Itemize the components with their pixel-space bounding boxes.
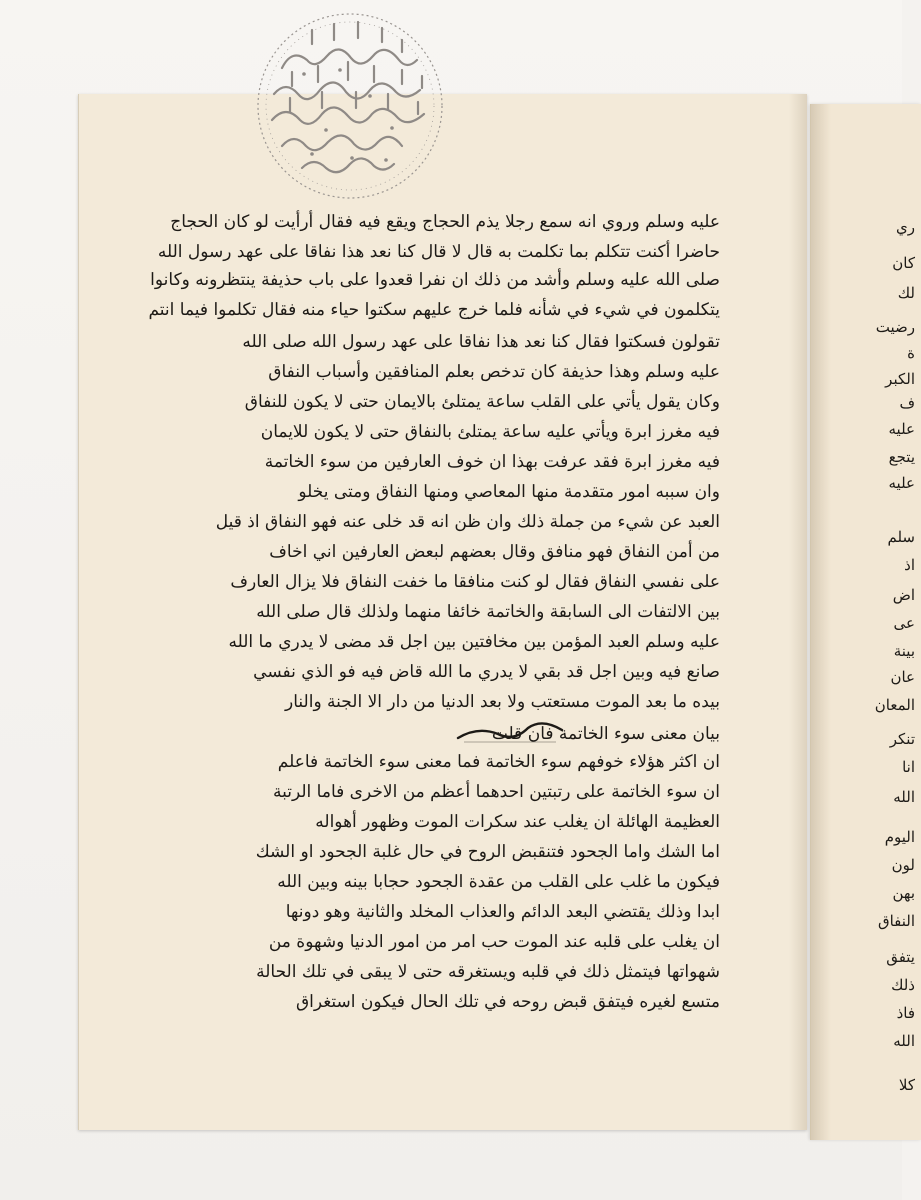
facing-page-fragment: الله — [893, 788, 915, 806]
facing-page-fragment: انا — [902, 758, 915, 776]
facing-page-fragment: عليه — [888, 420, 915, 438]
manuscript-line: ابدا وذلك يقتضي البعد الدائم والعذاب المخلد والثانية وهو دونها — [285, 902, 720, 922]
facing-page-fragment: بهن — [892, 884, 915, 902]
facing-page-fragment: ذلك — [891, 976, 915, 994]
facing-page-fragment: تنكر — [889, 730, 915, 748]
manuscript-line: عليه وسلم العبد المؤمن بين مخافتين بين اجل قد مضى لا يدري ما الله — [228, 632, 720, 652]
manuscript-line: عليه وسلم وهذا حذيفة كان تدخص بعلم المنافقين وأسباب النفاق — [268, 362, 720, 382]
manuscript-line: تقولون فسكتوا فقال كنا نعد هذا نفاقا على عهد رسول الله صلى الله — [242, 332, 720, 352]
facing-page-fragment: النفاق — [877, 912, 915, 930]
facing-page-fragment: اذ — [904, 556, 915, 574]
manuscript-line: ان اكثر هؤلاء خوفهم سوء الخاتمة فما معنى سوء الخاتمة فاعلم — [277, 752, 720, 772]
facing-page-fragment: ة — [907, 344, 915, 362]
manuscript-line: العظيمة الهائلة ان يغلب عند سكرات الموت وظهور أهواله — [315, 812, 720, 832]
manuscript-line: حاضرا أكنت تتكلم بما تكلمت به قال لا قال كنا نعد هذا نفاقا على عهد رسول الله — [157, 242, 720, 262]
facing-page-fragment: الله — [893, 1032, 915, 1050]
facing-page-fragment: يتفق — [886, 948, 915, 966]
manuscript-line: على نفسي النفاق فقال لو كنت منافقا ما خفت النفاق فلا يزال العارف — [230, 572, 720, 592]
facing-page-fragment: بينة — [893, 642, 915, 660]
manuscript-line: العبد عن شيء من جملة ذلك وان ظن انه قد خلى عنه فهو النفاق اذ قيل — [215, 512, 720, 532]
facing-page-fragment: فاذ — [896, 1004, 915, 1022]
manuscript-line: وكان يقول يأتي على القلب ساعة يمتلئ بالايمان حتى لا يكون للنفاق — [244, 392, 720, 412]
facing-page-fragment: لون — [891, 856, 915, 874]
manuscript-line: متسع لغيره فيتفق قبض روحه في تلك الحال فيكون استغراق — [295, 992, 720, 1012]
manuscript-text-block — [148, 205, 720, 1025]
facing-page-fragment: الكبر — [885, 370, 915, 388]
manuscript-line: فيكون ما غلب على القلب من عقدة الجحود حجابا بينه وبين الله — [277, 872, 720, 892]
facing-page-fragment: عليه — [888, 474, 915, 492]
facing-page-fragment: اض — [892, 586, 915, 604]
facing-page-fragment: كلا — [898, 1076, 915, 1094]
facing-page-fragment: عى — [893, 614, 915, 632]
manuscript-line: بيده ما بعد الموت مستعتب ولا بعد الدنيا من دار الا الجنة والنار — [285, 692, 720, 712]
manuscript-line: شهواتها فيتمثل ذلك في قلبه ويستغرقه حتى لا يبقى في تلك الحالة — [256, 962, 720, 982]
manuscript-line: اما الشك واما الجحود فتنقبض الروح في حال غلبة الجحود او الشك — [255, 842, 720, 862]
facing-page-fragment: سلم — [887, 528, 915, 546]
manuscript-line: فيه مغرز ابرة فقد عرفت بهذا ان خوف العارفين من سوء الخاتمة — [264, 452, 720, 472]
manuscript-line: بين الالتفات الى السابقة والخاتمة خائفا منهما ولذلك قال صلى الله — [256, 602, 720, 622]
manuscript-line: صانع فيه وبين اجل قد بقي لا يدري ما الله قاض فيه فو الذي نفسي — [253, 662, 720, 682]
manuscript-line: عليه وسلم وروي انه سمع رجلا يذم الحجاج ويقع فيه فقال أرأيت لو كان الحجاج — [170, 212, 720, 232]
facing-page-fragment: لك — [897, 284, 915, 302]
facing-page-fragment: اليوم — [884, 828, 915, 846]
manuscript-line: ان يغلب على قلبه عند الموت حب امر من امور الدنيا وشهوة من — [268, 932, 720, 952]
library-seal-stamp-icon — [252, 8, 448, 204]
manuscript-line: من أمن النفاق فهو منافق وقال بعضهم لبعض العارفين اني اخاف — [269, 542, 720, 562]
manuscript-line: يتكلمون في شيء في شأنه فلما خرج عليهم سكتوا حياء منه فقال تكلموا فيما انتم — [148, 300, 720, 320]
facing-page-fragment: ري — [896, 218, 915, 236]
facing-page-fragment: يتجع — [888, 448, 915, 466]
section-heading-rubric — [452, 718, 570, 746]
facing-page — [810, 104, 921, 1140]
facing-page-fragment: ف — [899, 394, 915, 412]
manuscript-line: فيه مغرز ابرة ويأتي عليه ساعة يمتلئ بالنفاق حتى لا يكون للايمان — [260, 422, 720, 442]
manuscript-line: صلى الله عليه وسلم وأشد من ذلك ان نفرا قعدوا على باب حذيفة ينتظرونه وكانوا — [150, 270, 720, 290]
facing-page-fragment: المعان — [874, 696, 915, 714]
facing-page-fragment: كان — [892, 254, 915, 272]
manuscript-line: وان سببه امور متقدمة منها المعاصي ومنها النفاق ومتى يخلو — [298, 482, 720, 502]
facing-page-fragment: رضيت — [875, 318, 915, 336]
manuscript-line: ان سوء الخاتمة على رتبتين احدهما أعظم من الاخرى فاما الرتبة — [273, 782, 720, 802]
facing-page-fragment: عان — [890, 668, 915, 686]
manuscript-line: بيان معنى سوء الخاتمة فان قلت — [491, 724, 720, 744]
